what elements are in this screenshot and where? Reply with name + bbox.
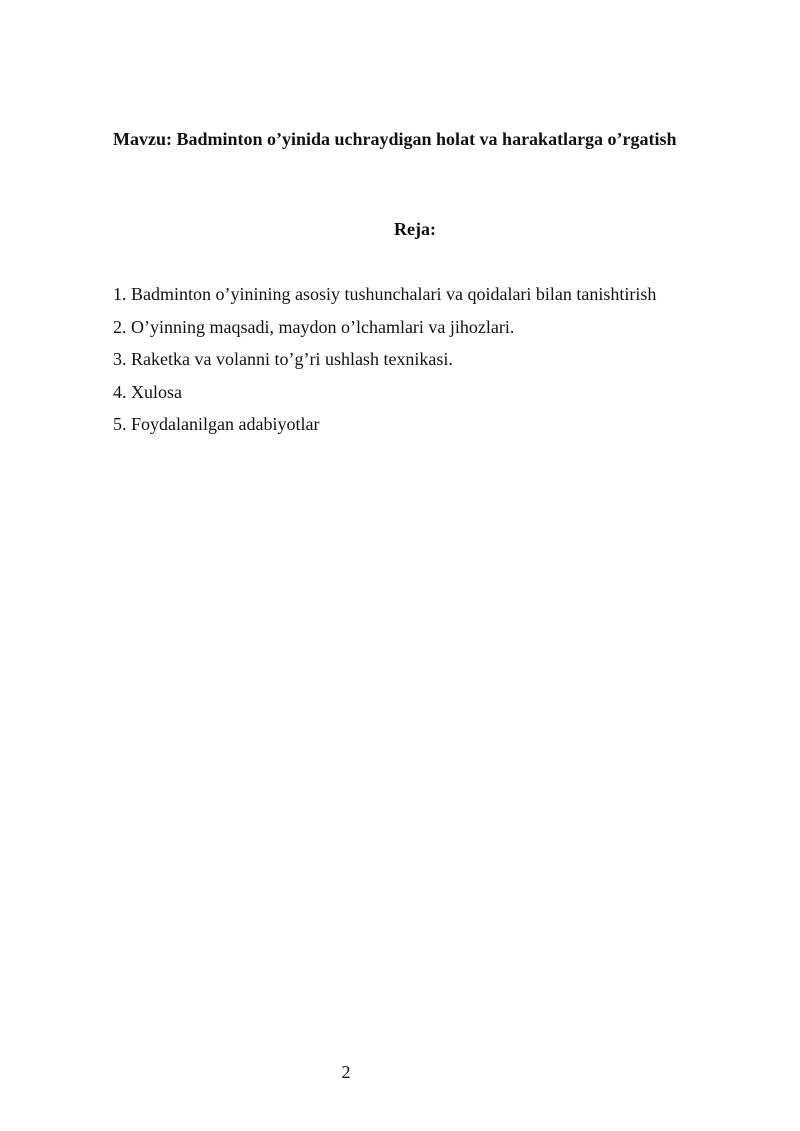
document-title: Mavzu: Badminton o’yinida uchraydigan holat va harakatlarga o’rgatish: [113, 129, 677, 149]
plan-item-2: 2. O’yinning maqsadi, maydon o’lchamlari va jihozlari.: [113, 316, 515, 337]
plan-item-1: 1. Badminton o’yinining asosiy tushunchalari va qoidalari bilan tanishtirish: [113, 284, 657, 304]
page-number: 2: [341, 1062, 351, 1082]
plan-item-3: 3. Raketka va volanni to’g’ri ushlash texnikasi.: [113, 349, 453, 369]
plan-item-4: 4. Xulosa: [113, 381, 182, 402]
plan-list: [113, 282, 733, 445]
plan-heading: Reja:: [394, 219, 436, 239]
plan-item-5: 5. Foydalanilgan adabiyotlar: [113, 414, 320, 434]
